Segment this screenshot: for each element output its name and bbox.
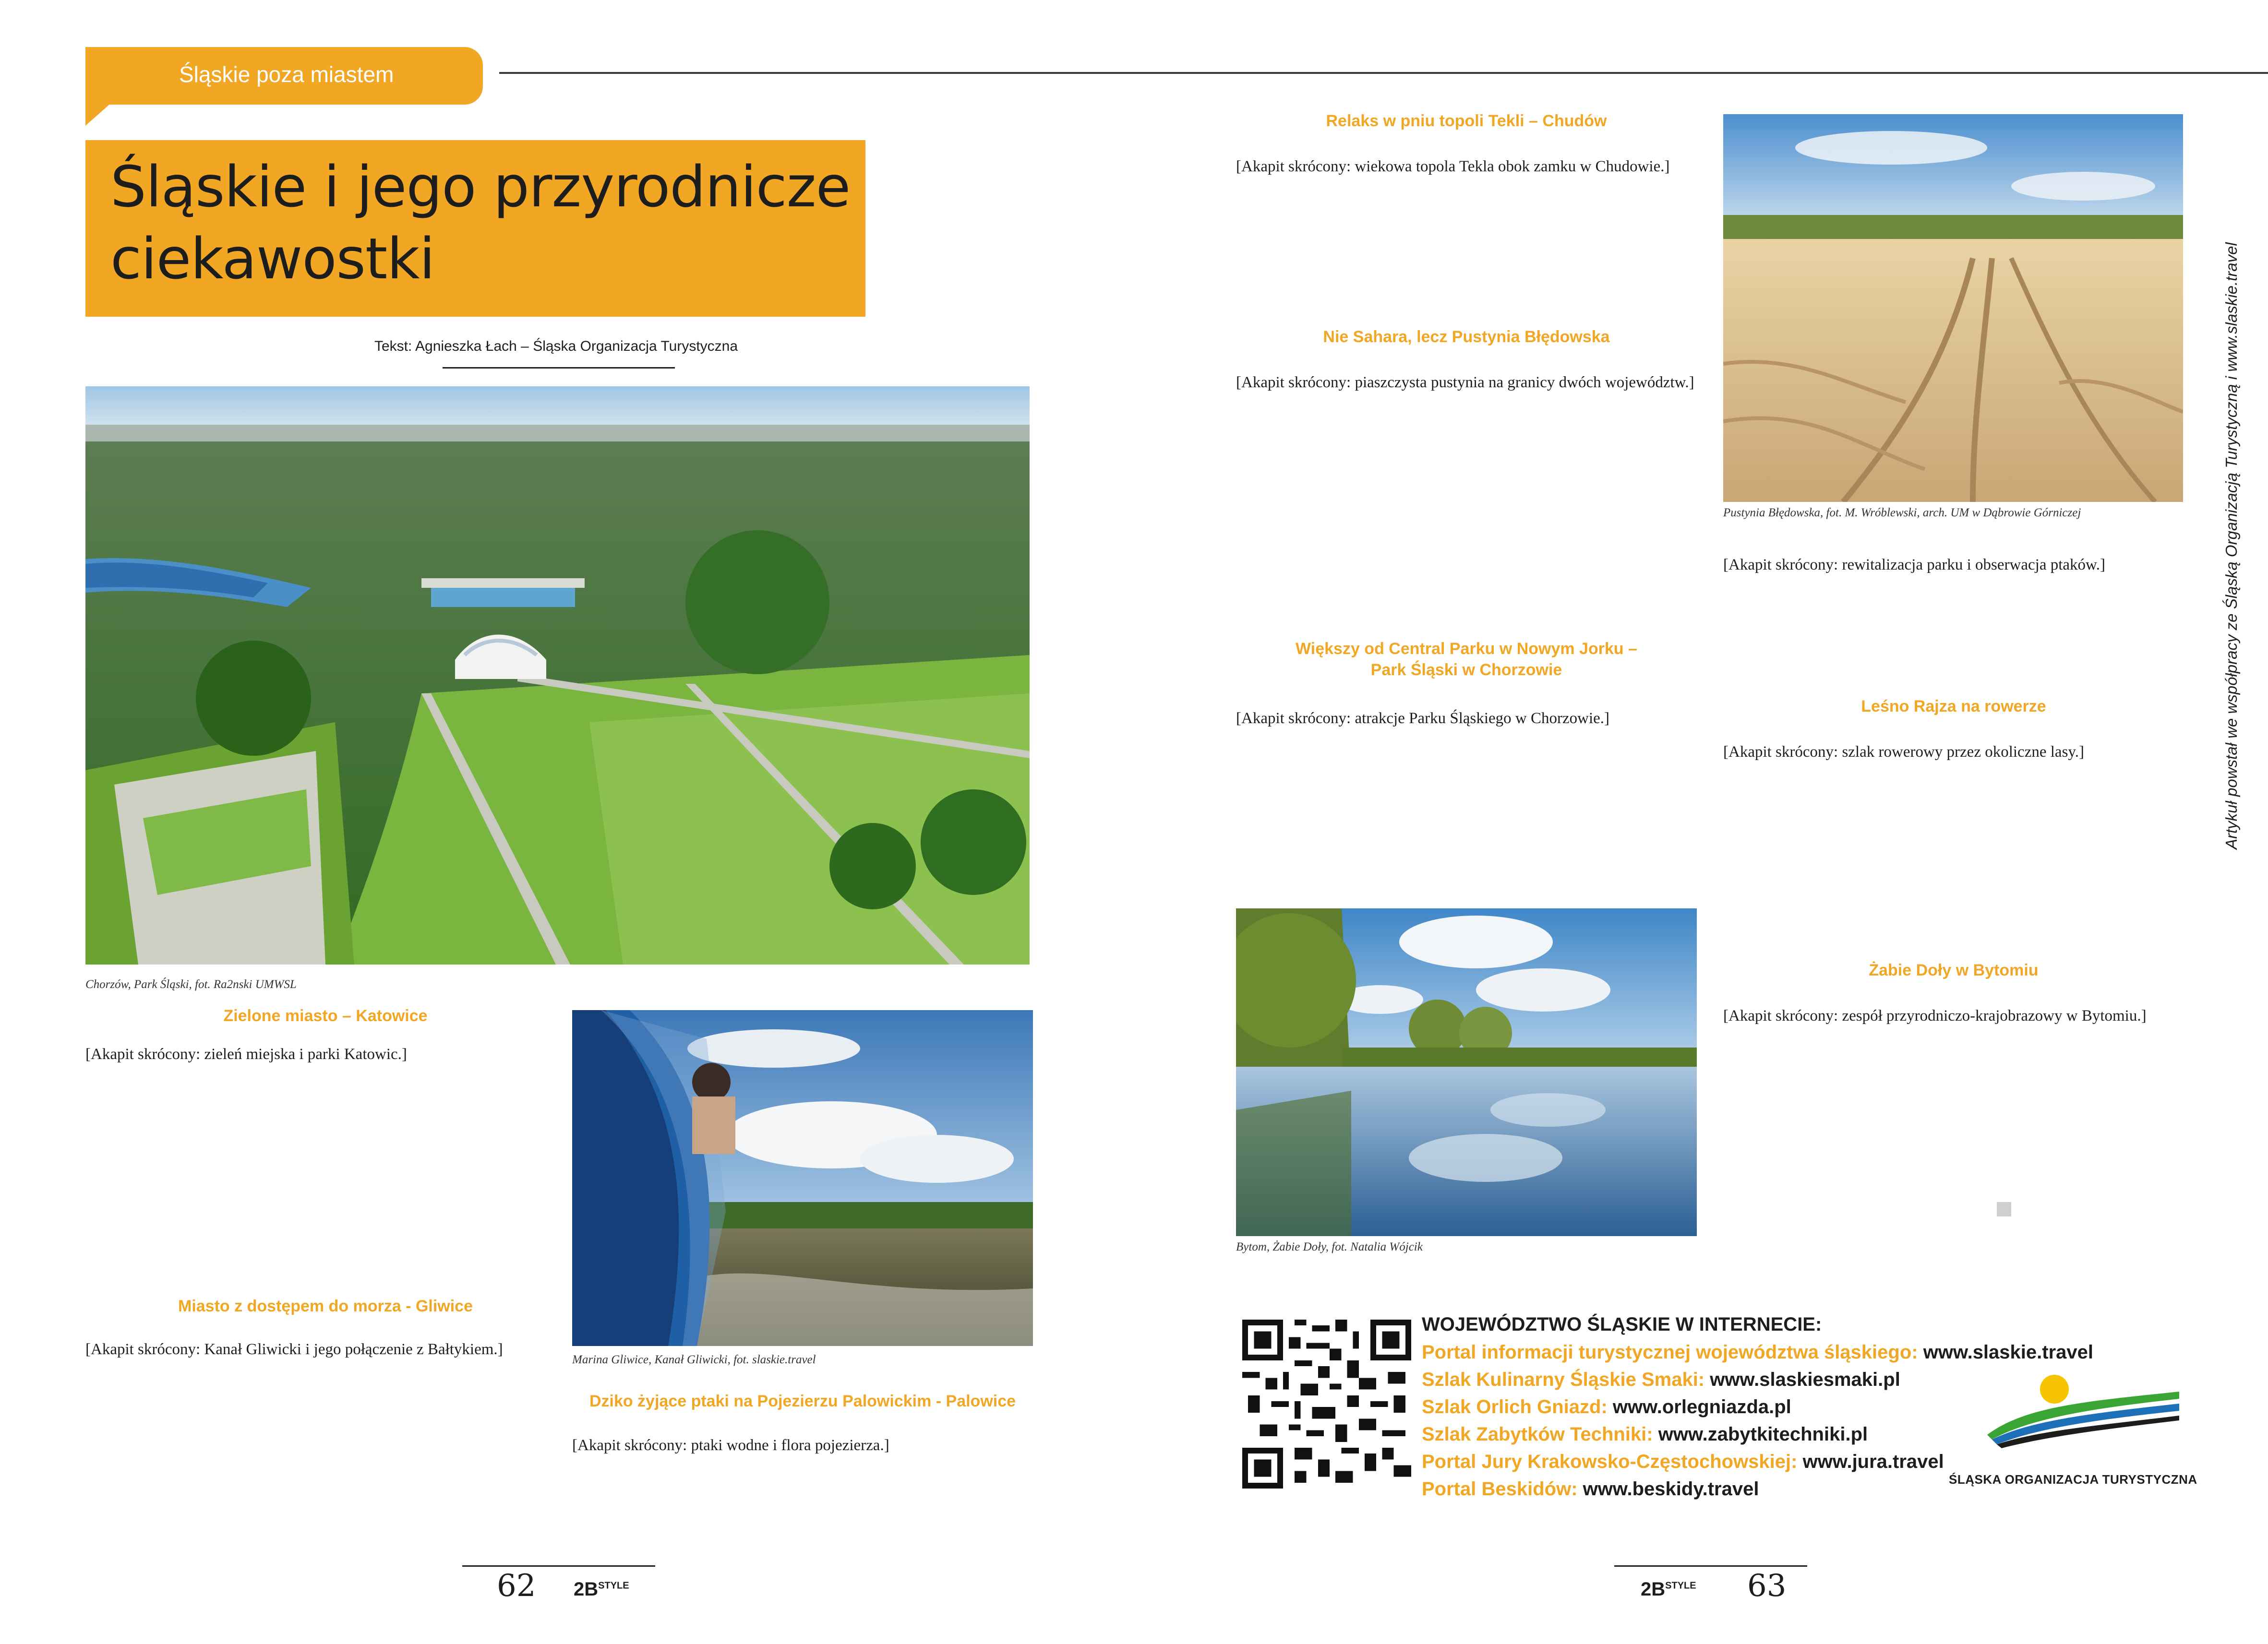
caption-marina-gliwice: Marina Gliwice, Kanał Gliwicki, fot. slaskie.travel [572,1353,816,1366]
title-line-2: ciekawostki [110,226,435,292]
para-katowice: [Akapit skrócony: zieleń miejska i parki Katowic.] [85,1046,407,1063]
caption-bytom: Bytom, Żabie Doły, fot. Natalia Wójcik [1236,1240,1423,1253]
photo-pustynia-bledowska [1723,114,2183,502]
caption-park-slaski: Chorzów, Park Śląski, fot. Ra2nski UMWSL [85,978,297,991]
para-lesno-rajza: [Akapit skrócony: szlak rowerowy przez okoliczne lasy.] [1723,743,2085,761]
brand-right-sup: STYLE [1665,1580,1696,1591]
footer-rule-right [1614,1565,1807,1567]
heading-park-slaski-line1: Większy od Central Parku w Nowym Jorku – [1295,640,1638,658]
heading-gliwice: Miasto z dostępem do morza - Gliwice [178,1297,473,1315]
footer-rule-left [462,1565,655,1567]
para-chudow: [Akapit skrócony: wiekowa topola Tekla obok zamku w Chudowie.] [1236,158,1670,175]
para-gliwice: [Akapit skrócony: Kanał Gliwicki i jego połączenie z Bałtykiem.] [85,1341,503,1358]
web-link-label: Portal informacji turystycznej województwa śląskiego: [1422,1342,1918,1363]
section-tab [85,47,483,105]
web-link-url: www.beskidy.travel [1583,1478,1759,1500]
para-zabie-doly: [Akapit skrócony: zespół przyrodniczo-krajobrazowy w Bytomiu.] [1723,1007,2147,1025]
logo-text: ŚLĄSKA ORGANIZACJA TURYSTYCZNA [1949,1472,2197,1487]
para-pustynia: [Akapit skrócony: piaszczysta pustynia na granicy dwóch województw.] [1236,374,1694,391]
heading-pustynia: Nie Sahara, lecz Pustynia Błędowska [1323,328,1610,346]
end-square-icon [1997,1202,2011,1216]
web-link-label: Portal Beskidów: [1422,1478,1578,1500]
brand-right-main: 2B [1641,1579,1666,1600]
brand-left-sup: STYLE [598,1580,629,1591]
web-link-slaskie[interactable] [1422,1339,2093,1366]
vertical-credit: Artykuł powstał we współpracy ze Śląską Organizacją Turystyczną i www.slaskie.travel [2222,242,2240,849]
brand-left-main: 2B [574,1579,599,1600]
para-palowice: [Akapit skrócony: ptaki wodne i flora pojezierza.] [572,1437,889,1454]
page-number-right: 63 [1747,1568,1787,1604]
heading-park-slaski [1236,638,1697,680]
top-rule [499,72,2268,74]
title-box [85,140,865,317]
web-link-url: www.slaskie.travel [1923,1342,2093,1363]
heading-chudow: Relaks w pniu topoli Tekli – Chudów [1326,112,1607,130]
section-label: Śląskie poza miastem [179,62,394,87]
para-park-slaski: [Akapit skrócony: atrakcje Parku Śląskiego w Chorzowie.] [1236,710,1610,727]
heading-palowice: Dziko żyjące ptaki na Pojezierzu Palowickim - Palowice [589,1392,1016,1410]
internet-box-title: WOJEWÓDZTWO ŚLĄSKIE W INTERNECIE: [1422,1314,1822,1335]
heading-park-slaski-line2: Park Śląski w Chorzowie [1370,661,1562,679]
page-number-left: 62 [497,1568,536,1604]
photo-bytom [1236,908,1697,1236]
web-link-label: Portal Jury Krakowsko-Częstochowskiej: [1422,1451,1798,1472]
caption-pustynia: Pustynia Błędowska, fot. M. Wróblewski, arch. UM w Dąbrowie Górniczej [1723,506,2081,519]
byline: Tekst: Agnieszka Łach – Śląska Organizacja Turystyczna [374,338,738,354]
web-link-url: www.orlegniazda.pl [1612,1396,1791,1418]
web-link-url: www.jura.travel [1802,1451,1944,1472]
para-park-continuation: [Akapit skrócony: rewitalizacja parku i obserwacja ptaków.] [1723,556,2105,573]
web-link-label: Szlak Kulinarny Śląskie Smaki: [1422,1369,1705,1390]
web-link-label: Szlak Orlich Gniazd: [1422,1396,1608,1418]
web-link-url: www.slaskiesmaki.pl [1710,1369,1900,1390]
slaska-organizacja-logo-icon [1982,1372,2184,1464]
heading-katowice: Zielone miasto – Katowice [223,1007,428,1025]
qr-code-icon [1242,1320,1411,1489]
page-title [110,151,850,295]
byline-rule [443,367,675,369]
photo-marina-gliwice [572,1010,1033,1346]
section-tab-notch [85,96,119,126]
web-link-url: www.zabytkitechniki.pl [1658,1424,1868,1445]
heading-lesno-rajza: Leśno Rajza na rowerze [1861,697,2046,715]
heading-zabie-doly: Żabie Doły w Bytomiu [1869,961,2039,979]
title-line-1: Śląskie i jego przyrodnicze [110,154,851,220]
brand-left [574,1579,629,1600]
photo-park-slaski [85,386,1030,965]
web-link-label: Szlak Zabytków Techniki: [1422,1424,1653,1445]
brand-right [1641,1579,1696,1600]
